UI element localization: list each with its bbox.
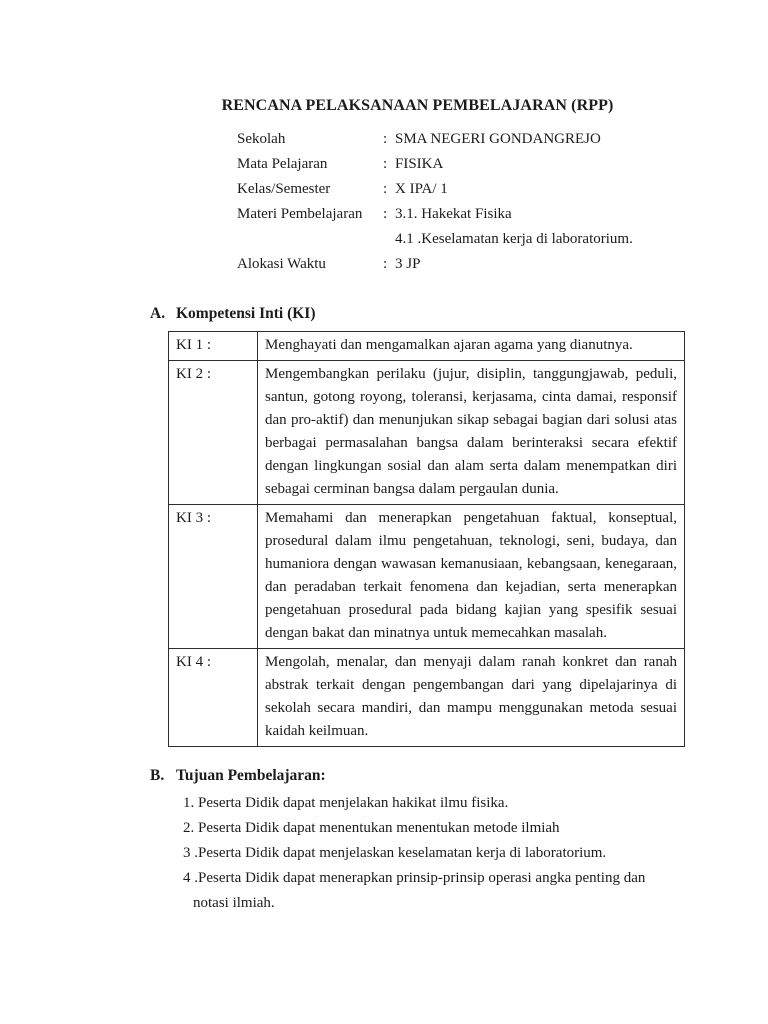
- objective-item-3: 3 .Peserta Didik dapat menjelaskan keselamatan kerja di laboratorium.: [183, 845, 607, 861]
- meta-value: [395, 202, 633, 252]
- ki-text-cell: Memahami dan menerapkan pengetahuan faktual, konseptual, prosedural dalam ilmu pengetahuan, teknologi, seni, budaya, dan humaniora dengan wawasan kemanusiaan, kebangsaan, kenegaraan, dan peradaban terkait fenomena dan kejadian, serta menerapkan pengetahuan prosedural pada bidang kajian yang spesifik sesuai dengan bakat dan minatnya untuk memecahkan masalah.: [258, 505, 685, 649]
- meta-separator: :: [383, 131, 388, 147]
- ki-key-cell: KI 4 :: [169, 649, 258, 747]
- table-row-ki2: [169, 361, 685, 505]
- objectives-list: [183, 791, 685, 916]
- section-letter: A.: [150, 305, 166, 322]
- objective-item-2: 2. Peserta Didik dapat menentukan menentukan metode ilmiah: [183, 820, 560, 836]
- meta-value-line-1: 3.1. Hakekat Fisika: [395, 206, 512, 222]
- meta-row-materi-pembelajaran: [237, 202, 685, 252]
- section-b-heading: [150, 765, 685, 787]
- meta-value: X IPA/ 1: [395, 181, 448, 197]
- section-title: Tujuan Pembelajaran:: [176, 767, 326, 784]
- meta-separator: :: [383, 156, 388, 172]
- meta-separator: :: [383, 256, 388, 272]
- meta-label: Sekolah: [237, 131, 286, 147]
- table-row-ki4: [169, 649, 685, 747]
- objective-item-1: 1. Peserta Didik dapat menjelakan hakikat ilmu fisika.: [183, 795, 509, 811]
- section-letter: B.: [150, 767, 165, 784]
- ki-text-cell: Mengembangkan perilaku (jujur, disiplin, tanggungjawab, peduli, santun, gotong royong, toleransi, kerjasama, cinta damai, responsif dan pro-aktif) dan menunjukan sikap sebagai bagian dari solusi atas berbagai permasalahan bangsa dalam berinteraksi secara efektif dengan lingkungan sosial dan alam serta dalam menempatkan diri sebagai cerminan bangsa dalam pergaulan dunia.: [258, 361, 685, 505]
- document-content: [150, 95, 685, 916]
- table-row-ki1: [169, 332, 685, 361]
- meta-value: 3 JP: [395, 256, 421, 272]
- meta-label: Kelas/Semester: [237, 181, 331, 197]
- meta-row-alokasi-waktu: [237, 252, 685, 277]
- ki-key-cell: KI 1 :: [169, 332, 258, 361]
- meta-separator: :: [383, 181, 388, 197]
- objective-item-4: 4 .Peserta Didik dapat menerapkan prinsip-prinsip operasi angka penting dan: [183, 870, 646, 886]
- meta-value: SMA NEGERI GONDANGREJO: [395, 131, 601, 147]
- meta-block: [237, 127, 685, 277]
- meta-row-sekolah: [237, 127, 685, 152]
- meta-separator: :: [383, 206, 388, 222]
- table-row-ki3: [169, 505, 685, 649]
- meta-row-kelas-semester: [237, 177, 685, 202]
- meta-row-mata-pelajaran: [237, 152, 685, 177]
- meta-label: Mata Pelajaran: [237, 156, 328, 172]
- kompetensi-inti-table: [168, 331, 685, 747]
- meta-value-line-2: 4.1 .Keselamatan kerja di laboratorium.: [395, 231, 633, 247]
- meta-label: Alokasi Waktu: [237, 256, 326, 272]
- objective-item-4-continuation: notasi ilmiah.: [193, 895, 275, 911]
- ki-key-cell: KI 2 :: [169, 361, 258, 505]
- ki-text-cell: Menghayati dan mengamalkan ajaran agama yang dianutnya.: [258, 332, 685, 361]
- section-a-heading: [150, 303, 685, 325]
- section-title: Kompetensi Inti (KI): [176, 305, 316, 322]
- document-title: RENCANA PELAKSANAAN PEMBELAJARAN (RPP): [221, 97, 614, 114]
- meta-label: Materi Pembelajaran: [237, 206, 363, 222]
- ki-key-cell: KI 3 :: [169, 505, 258, 649]
- ki-text-cell: Mengolah, menalar, dan menyaji dalam ranah konkret dan ranah abstrak terkait dengan pengembangan dari yang dipelajarinya di sekolah secara mandiri, dan mampu menggunakan metoda sesuai kaidah keilmuan.: [258, 649, 685, 747]
- meta-value: FISIKA: [395, 156, 444, 172]
